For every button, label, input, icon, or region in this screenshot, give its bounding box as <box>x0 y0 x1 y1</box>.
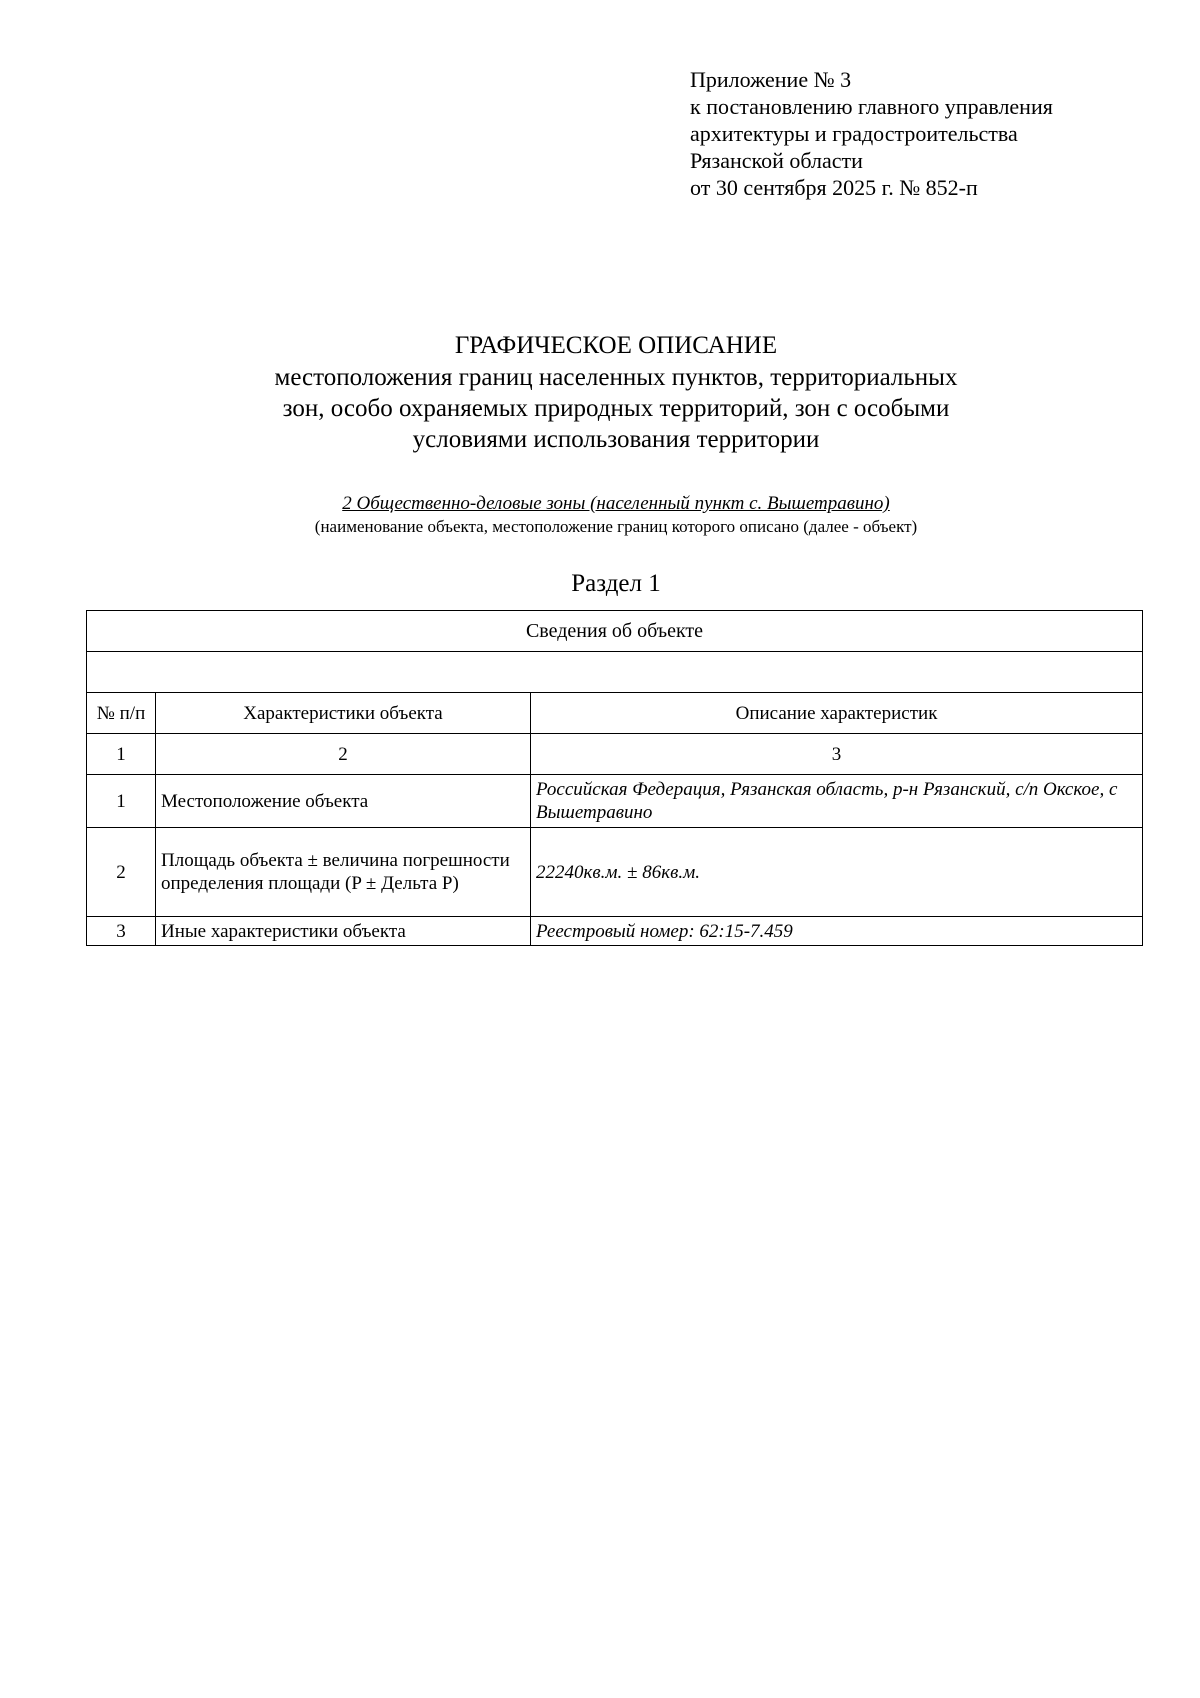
document-title: ГРАФИЧЕСКОЕ ОПИСАНИЕ <box>454 332 778 359</box>
table-header: Сведения об объекте <box>87 611 1143 652</box>
column-header-characteristic: Характеристики объекта <box>156 693 531 734</box>
row-number: 1 <box>87 775 156 828</box>
table-row <box>87 775 1143 828</box>
column-header-num: № п/п <box>87 693 156 734</box>
document-title-line: зон, особо охраняемых природных территорий, зон с особыми <box>282 395 950 422</box>
table-row <box>87 828 1143 917</box>
table-header-row <box>87 611 1143 652</box>
row-number: 3 <box>87 917 156 946</box>
object-caption: (наименование объекта, местоположение границ которого описано (далее - объект) <box>314 517 918 536</box>
row-description: Реестровый номер: 62:15-7.459 <box>531 917 1143 946</box>
table-row <box>87 917 1143 946</box>
appendix-line: от 30 сентября 2025 г. № 852-п <box>690 175 978 200</box>
appendix-line: к постановлению главного управления <box>690 94 1053 119</box>
row-characteristic: Местоположение объекта <box>156 775 531 828</box>
row-characteristic: Иные характеристики объекта <box>156 917 531 946</box>
section-title: Раздел 1 <box>571 570 661 597</box>
row-description: 22240кв.м. ± 86кв.м. <box>531 828 1143 917</box>
table-empty-row <box>87 652 1143 693</box>
appendix-line: Рязанской области <box>690 148 863 173</box>
table-column-headers <box>87 693 1143 734</box>
document-title-line: местоположения границ населенных пунктов, территориальных <box>274 364 958 391</box>
appendix-line: Приложение № 3 <box>690 67 852 92</box>
document-title-line: условиями использования территории <box>412 426 820 453</box>
appendix-block <box>690 66 1053 201</box>
table-column-numbers <box>87 734 1143 775</box>
table-empty-cell <box>87 652 1143 693</box>
row-description: Российская Федерация, Рязанская область, р-н Рязанский, с/п Окское, с Вышетравино <box>531 775 1143 828</box>
row-number: 2 <box>87 828 156 917</box>
object-info-table <box>86 610 1143 946</box>
column-number: 2 <box>156 734 531 775</box>
appendix-line: архитектуры и градостроительства <box>690 121 1018 146</box>
column-header-description: Описание характеристик <box>531 693 1143 734</box>
row-characteristic: Площадь объекта ± величина погрешности определения площади (P ± Дельта P) <box>156 828 531 917</box>
object-name: 2 Общественно-деловые зоны (населенный пункт с. Вышетравино) <box>342 493 890 514</box>
column-number: 1 <box>87 734 156 775</box>
column-number: 3 <box>531 734 1143 775</box>
